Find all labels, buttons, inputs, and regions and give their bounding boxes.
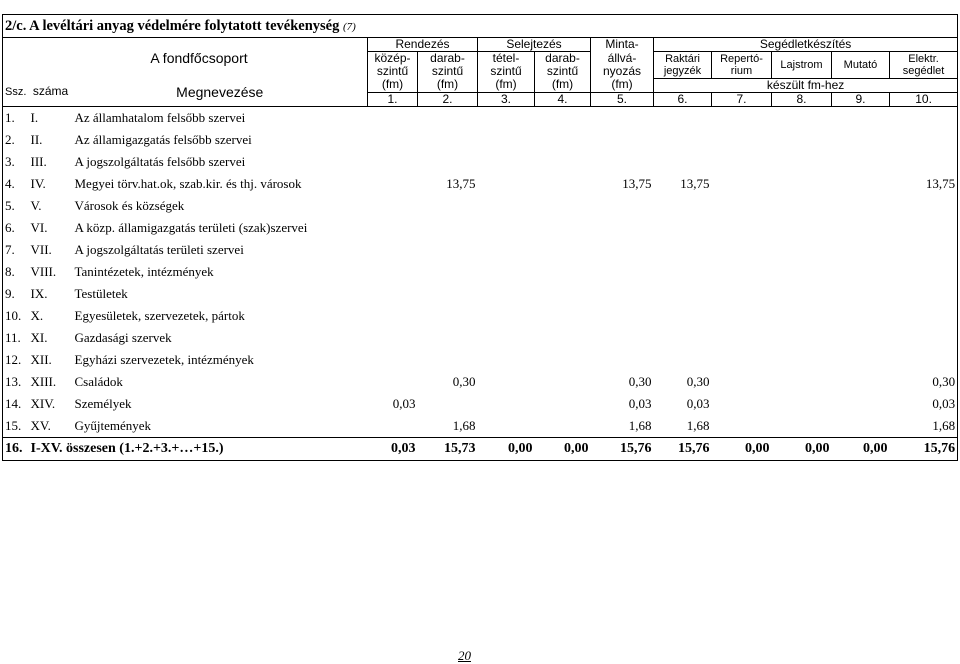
- total-value-col-1: 0,03: [368, 437, 418, 460]
- keszult-fm-hez-header: készült fm-hez: [654, 78, 958, 92]
- value-cell-col-8: [772, 173, 832, 195]
- value-cell-col-1: [368, 129, 418, 151]
- value-cell-col-6: [654, 151, 712, 173]
- fondfocsoport-name: Egyesületek, szervezetek, pártok: [74, 307, 245, 323]
- unit-fm-1: (fm): [368, 78, 418, 92]
- value-cell-col-9: [832, 217, 890, 239]
- fondfocsoport-name: Egyházi szervezetek, intézmények: [74, 351, 254, 367]
- unit-fm-2: (fm): [418, 78, 478, 92]
- total-value-col-2: 15,73: [418, 437, 478, 460]
- fondfocsoport-header: A fondfőcsoport: [3, 38, 368, 79]
- value-cell-col-6: [654, 129, 712, 151]
- value-cell-col-4: [535, 239, 591, 261]
- value-cell-col-6: [654, 239, 712, 261]
- unit-fm-4: (fm): [535, 78, 591, 92]
- table-row: [3, 129, 958, 151]
- value-cell-col-2: [418, 106, 478, 129]
- value-cell-col-10: [890, 349, 958, 371]
- value-cell-col-5: 0,30: [628, 373, 652, 389]
- row-number: 6.: [3, 217, 29, 239]
- value-cell-col-6: [654, 217, 712, 239]
- value-cell-col-8: [772, 393, 832, 415]
- value-cell-col-3: [478, 371, 535, 393]
- lajstrom-header: Lajstrom: [772, 52, 832, 79]
- value-cell-col-5: [591, 217, 654, 239]
- value-cell-col-5: [591, 349, 654, 371]
- value-cell-col-2: [418, 217, 478, 239]
- value-cell-col-1: [368, 327, 418, 349]
- value-cell-col-10: 0,30: [890, 371, 958, 393]
- value-cell-col-9: [832, 129, 890, 151]
- value-cell-col-2: [418, 327, 478, 349]
- value-cell-col-8: [772, 129, 832, 151]
- value-cell-col-10: [890, 129, 958, 151]
- value-cell-col-2: [418, 195, 478, 217]
- value-cell-col-3: [478, 327, 535, 349]
- fondfocsoport-code: VII.: [30, 241, 52, 257]
- value-cell-col-2: [418, 261, 478, 283]
- value-cell-col-2: [418, 305, 478, 327]
- value-cell-col-7: [712, 217, 772, 239]
- value-cell-col-4: [535, 349, 591, 371]
- value-cell-col-1: [368, 415, 418, 438]
- row-number: 14.: [3, 393, 29, 415]
- value-cell-col-7: [712, 239, 772, 261]
- value-cell-col-10: [890, 305, 958, 327]
- value-cell-col-9: [832, 151, 890, 173]
- value-cell-col-8: [772, 261, 832, 283]
- value-cell-col-8: [772, 327, 832, 349]
- value-cell-col-7: [712, 305, 772, 327]
- row-number: 4.: [3, 173, 29, 195]
- value-cell-col-9: [832, 349, 890, 371]
- value-cell-col-1: [368, 173, 418, 195]
- table-row: [3, 393, 958, 415]
- row-number: 2.: [3, 129, 29, 151]
- value-cell-col-4: [535, 261, 591, 283]
- value-cell-col-8: [772, 283, 832, 305]
- value-cell-col-10: 0,03: [890, 393, 958, 415]
- fondfocsoport-code: IX.: [30, 285, 48, 301]
- value-cell-col-5: [591, 327, 654, 349]
- value-cell-col-6: [654, 283, 712, 305]
- value-cell-col-4: [535, 415, 591, 438]
- value-cell-col-6: [654, 106, 712, 129]
- value-cell-col-7: [712, 129, 772, 151]
- table-row: [3, 415, 958, 438]
- value-cell-col-1: [368, 349, 418, 371]
- value-cell-col-6: [654, 305, 712, 327]
- total-value-col-5: 15,76: [591, 437, 654, 460]
- table-row: [3, 195, 958, 217]
- value-cell-col-3: [478, 283, 535, 305]
- value-cell-col-3: [478, 415, 535, 438]
- row-number: 13.: [3, 371, 29, 393]
- value-cell-col-10: [890, 283, 958, 305]
- value-cell-col-3: [478, 305, 535, 327]
- fondfocsoport-code: III.: [30, 153, 47, 169]
- table-row: [3, 261, 958, 283]
- fondfocsoport-name: Megyei törv.hat.ok, szab.kir. és thj. városok: [74, 175, 302, 191]
- value-cell-col-9: [832, 283, 890, 305]
- value-cell-col-8: [772, 239, 832, 261]
- fondfocsoport-code: V.: [30, 197, 42, 213]
- value-cell-col-9: [832, 327, 890, 349]
- table-row: [3, 217, 958, 239]
- value-cell-col-10: [890, 151, 958, 173]
- allvanyozas-header: állvá- nyozás: [591, 52, 654, 79]
- value-cell-col-5: 0,03: [628, 395, 652, 411]
- value-cell-col-5: [591, 106, 654, 129]
- value-cell-col-2: [418, 239, 478, 261]
- megnevezese-header: Megnevezése: [73, 78, 368, 106]
- minta-header: Minta-: [591, 38, 654, 52]
- fondfocsoport-code: XIV.: [30, 395, 56, 411]
- fondfocsoport-name: Családok: [74, 373, 123, 389]
- value-cell-col-8: [772, 349, 832, 371]
- value-cell-col-5: 1,68: [628, 417, 652, 433]
- value-cell-col-7: [712, 195, 772, 217]
- value-cell-col-10: [890, 106, 958, 129]
- value-cell-col-1: 0,03: [392, 395, 416, 411]
- fondfocsoport-name: Az államhatalom felsőbb szervei: [74, 109, 246, 125]
- value-cell-col-5: [591, 283, 654, 305]
- row-number: 8.: [3, 261, 29, 283]
- total-value-col-9: 0,00: [832, 437, 890, 460]
- value-cell-col-5: [591, 151, 654, 173]
- value-cell-col-6: 0,30: [686, 373, 710, 389]
- unit-fm-5: (fm): [591, 78, 654, 92]
- value-cell-col-5: 13,75: [622, 175, 652, 191]
- value-cell-col-1: [368, 195, 418, 217]
- total-value-col-6: 15,76: [654, 437, 712, 460]
- value-cell-col-3: [478, 393, 535, 415]
- total-row: [3, 437, 958, 460]
- raktari-jegyzek-header: Raktári jegyzék: [654, 52, 712, 79]
- value-cell-col-9: [832, 239, 890, 261]
- value-cell-col-5: [591, 239, 654, 261]
- value-cell-col-6: 13,75: [680, 175, 710, 191]
- value-cell-col-2: [418, 283, 478, 305]
- column-number-8: 8.: [772, 92, 832, 106]
- row-number: 15.: [3, 415, 29, 438]
- table-row: [3, 239, 958, 261]
- value-cell-col-6: [654, 195, 712, 217]
- table-row: [3, 371, 958, 393]
- fondfocsoport-name: Személyek: [74, 395, 132, 411]
- value-cell-col-9: [832, 371, 890, 393]
- fondfocsoport-code: IV.: [30, 175, 46, 191]
- value-cell-col-7: [712, 415, 772, 438]
- column-number-2: 2.: [418, 92, 478, 106]
- row-number: 10.: [3, 305, 29, 327]
- fondfocsoport-code: XV.: [30, 417, 51, 433]
- value-cell-col-9: [832, 305, 890, 327]
- value-cell-col-7: [712, 393, 772, 415]
- value-cell-col-10: 13,75: [890, 173, 958, 195]
- value-cell-col-10: [890, 217, 958, 239]
- table-row: [3, 151, 958, 173]
- fondfocsoport-name: A közp. államigazgatás területi (szak)szervei: [74, 219, 308, 235]
- value-cell-col-6: [654, 327, 712, 349]
- value-cell-col-1: [368, 151, 418, 173]
- statistics-table: [2, 14, 958, 461]
- value-cell-col-5: [591, 195, 654, 217]
- value-cell-col-7: [712, 173, 772, 195]
- tetelszintu-header: tétel- szintű: [478, 52, 535, 79]
- value-cell-col-4: [535, 106, 591, 129]
- value-cell-col-2: [418, 393, 478, 415]
- value-cell-col-3: [478, 261, 535, 283]
- column-number-4: 4.: [535, 92, 591, 106]
- column-number-1: 1.: [368, 92, 418, 106]
- value-cell-col-3: [478, 349, 535, 371]
- table-row: [3, 349, 958, 371]
- value-cell-col-2: [418, 349, 478, 371]
- value-cell-col-7: [712, 106, 772, 129]
- value-cell-col-8: [772, 371, 832, 393]
- value-cell-col-8: [772, 415, 832, 438]
- value-cell-col-4: [535, 217, 591, 239]
- fondfocsoport-name: A jogszolgáltatás területi szervei: [74, 241, 244, 257]
- value-cell-col-1: [368, 305, 418, 327]
- value-cell-col-4: [535, 151, 591, 173]
- value-cell-col-3: [478, 129, 535, 151]
- value-cell-col-7: [712, 371, 772, 393]
- page-number: 20: [458, 648, 471, 663]
- value-cell-col-6: 1,68: [686, 417, 710, 433]
- value-cell-col-9: [832, 415, 890, 438]
- value-cell-col-10: [890, 195, 958, 217]
- value-cell-col-3: [478, 151, 535, 173]
- value-cell-col-10: [890, 239, 958, 261]
- value-cell-col-5: [591, 129, 654, 151]
- table-title: 2/c. A levéltári anyag védelmére folytatott tevékenység (7): [3, 15, 958, 38]
- fondfocsoport-code: XII.: [30, 351, 52, 367]
- value-cell-col-3: [478, 239, 535, 261]
- value-cell-col-5: [591, 261, 654, 283]
- fondfocsoport-code: XIII.: [30, 373, 57, 389]
- value-cell-col-2: 13,75: [446, 175, 476, 191]
- row-number: 11.: [3, 327, 29, 349]
- table-row: [3, 305, 958, 327]
- table-row: [3, 283, 958, 305]
- value-cell-col-9: [832, 173, 890, 195]
- value-cell-col-9: [832, 261, 890, 283]
- total-value-col-7: 0,00: [712, 437, 772, 460]
- value-cell-col-7: [712, 151, 772, 173]
- column-number-7: 7.: [712, 92, 772, 106]
- value-cell-col-4: [535, 371, 591, 393]
- row-number: 3.: [3, 151, 29, 173]
- value-cell-col-1: [368, 217, 418, 239]
- fondfocsoport-code: I.: [30, 109, 39, 125]
- fondfocsoport-name: A jogszolgáltatás felsőbb szervei: [74, 153, 246, 169]
- row-number: 12.: [3, 349, 29, 371]
- table-row: [3, 106, 958, 129]
- table-row: [3, 327, 958, 349]
- column-number-10: 10.: [890, 92, 958, 106]
- fondfocsoport-code: X.: [30, 307, 44, 323]
- value-cell-col-4: [535, 129, 591, 151]
- darabszintu-header-2: darab- szintű: [535, 52, 591, 79]
- szama-header: száma: [29, 78, 73, 106]
- unit-fm-3: (fm): [478, 78, 535, 92]
- kozepszintu-header: közép- szintű: [368, 52, 418, 79]
- fondfocsoport-code: XI.: [30, 329, 48, 345]
- value-cell-col-1: [368, 283, 418, 305]
- value-cell-col-8: [772, 195, 832, 217]
- column-number-6: 6.: [654, 92, 712, 106]
- row-number: 9.: [3, 283, 29, 305]
- fondfocsoport-name: Gyűjtemények: [74, 417, 152, 433]
- value-cell-col-8: [772, 151, 832, 173]
- value-cell-col-2: [418, 151, 478, 173]
- total-value-col-3: 0,00: [478, 437, 535, 460]
- fondfocsoport-name: Az államigazgatás felsőbb szervei: [74, 131, 252, 147]
- value-cell-col-9: [832, 393, 890, 415]
- value-cell-col-4: [535, 283, 591, 305]
- value-cell-col-7: [712, 261, 772, 283]
- value-cell-col-6: [654, 349, 712, 371]
- rendezes-header: Rendezés: [368, 38, 478, 52]
- value-cell-col-6: [654, 261, 712, 283]
- value-cell-col-1: [368, 106, 418, 129]
- total-value-col-8: 0,00: [772, 437, 832, 460]
- value-cell-col-4: [535, 305, 591, 327]
- value-cell-col-2: 0,30: [452, 373, 476, 389]
- value-cell-col-10: [890, 327, 958, 349]
- value-cell-col-7: [712, 349, 772, 371]
- value-cell-col-4: [535, 173, 591, 195]
- total-label: I-XV. összesen (1.+2.+3.+…+15.): [29, 437, 368, 460]
- repertorium-header: Repertó- rium: [712, 52, 772, 79]
- value-cell-col-8: [772, 106, 832, 129]
- elektr-segedlet-header: Elektr. segédlet: [890, 52, 958, 79]
- fondfocsoport-name: Testületek: [74, 285, 128, 301]
- fondfocsoport-name: Gazdasági szervek: [74, 329, 172, 345]
- value-cell-col-7: [712, 327, 772, 349]
- total-row-number: 16.: [3, 437, 29, 460]
- fondfocsoport-name: Tanintézetek, intézmények: [74, 263, 214, 279]
- value-cell-col-8: [772, 305, 832, 327]
- mutato-header: Mutató: [832, 52, 890, 79]
- value-cell-col-10: [890, 261, 958, 283]
- total-value-col-4: 0,00: [535, 437, 591, 460]
- total-value-col-10: 15,76: [890, 437, 958, 460]
- value-cell-col-4: [535, 327, 591, 349]
- title-note: (7): [342, 20, 356, 33]
- row-number: 5.: [3, 195, 29, 217]
- row-number: 1.: [3, 106, 29, 129]
- value-cell-col-1: [368, 261, 418, 283]
- value-cell-col-2: [418, 129, 478, 151]
- value-cell-col-3: [478, 195, 535, 217]
- fondfocsoport-name: Városok és községek: [74, 197, 185, 213]
- value-cell-col-10: 1,68: [890, 415, 958, 438]
- selejtezes-header: Selejtezés: [478, 38, 591, 52]
- table-row: [3, 173, 958, 195]
- row-number: 7.: [3, 239, 29, 261]
- value-cell-col-7: [712, 283, 772, 305]
- value-cell-col-9: [832, 195, 890, 217]
- value-cell-col-6: 0,03: [686, 395, 710, 411]
- column-number-3: 3.: [478, 92, 535, 106]
- fondfocsoport-code: VI.: [30, 219, 48, 235]
- segedletkeszites-header: Segédletkészítés: [654, 38, 958, 52]
- value-cell-col-5: [591, 305, 654, 327]
- darabszintu-header-1: darab- szintű: [418, 52, 478, 79]
- value-cell-col-9: [832, 106, 890, 129]
- value-cell-col-1: [368, 371, 418, 393]
- ssz-header: Ssz.: [3, 78, 29, 106]
- value-cell-col-3: [478, 173, 535, 195]
- column-number-9: 9.: [832, 92, 890, 106]
- fondfocsoport-code: VIII.: [30, 263, 57, 279]
- value-cell-col-4: [535, 393, 591, 415]
- value-cell-col-4: [535, 195, 591, 217]
- value-cell-col-3: [478, 217, 535, 239]
- fondfocsoport-code: II.: [30, 131, 43, 147]
- column-number-5: 5.: [591, 92, 654, 106]
- value-cell-col-3: [478, 106, 535, 129]
- value-cell-col-2: 1,68: [452, 417, 476, 433]
- value-cell-col-1: [368, 239, 418, 261]
- value-cell-col-8: [772, 217, 832, 239]
